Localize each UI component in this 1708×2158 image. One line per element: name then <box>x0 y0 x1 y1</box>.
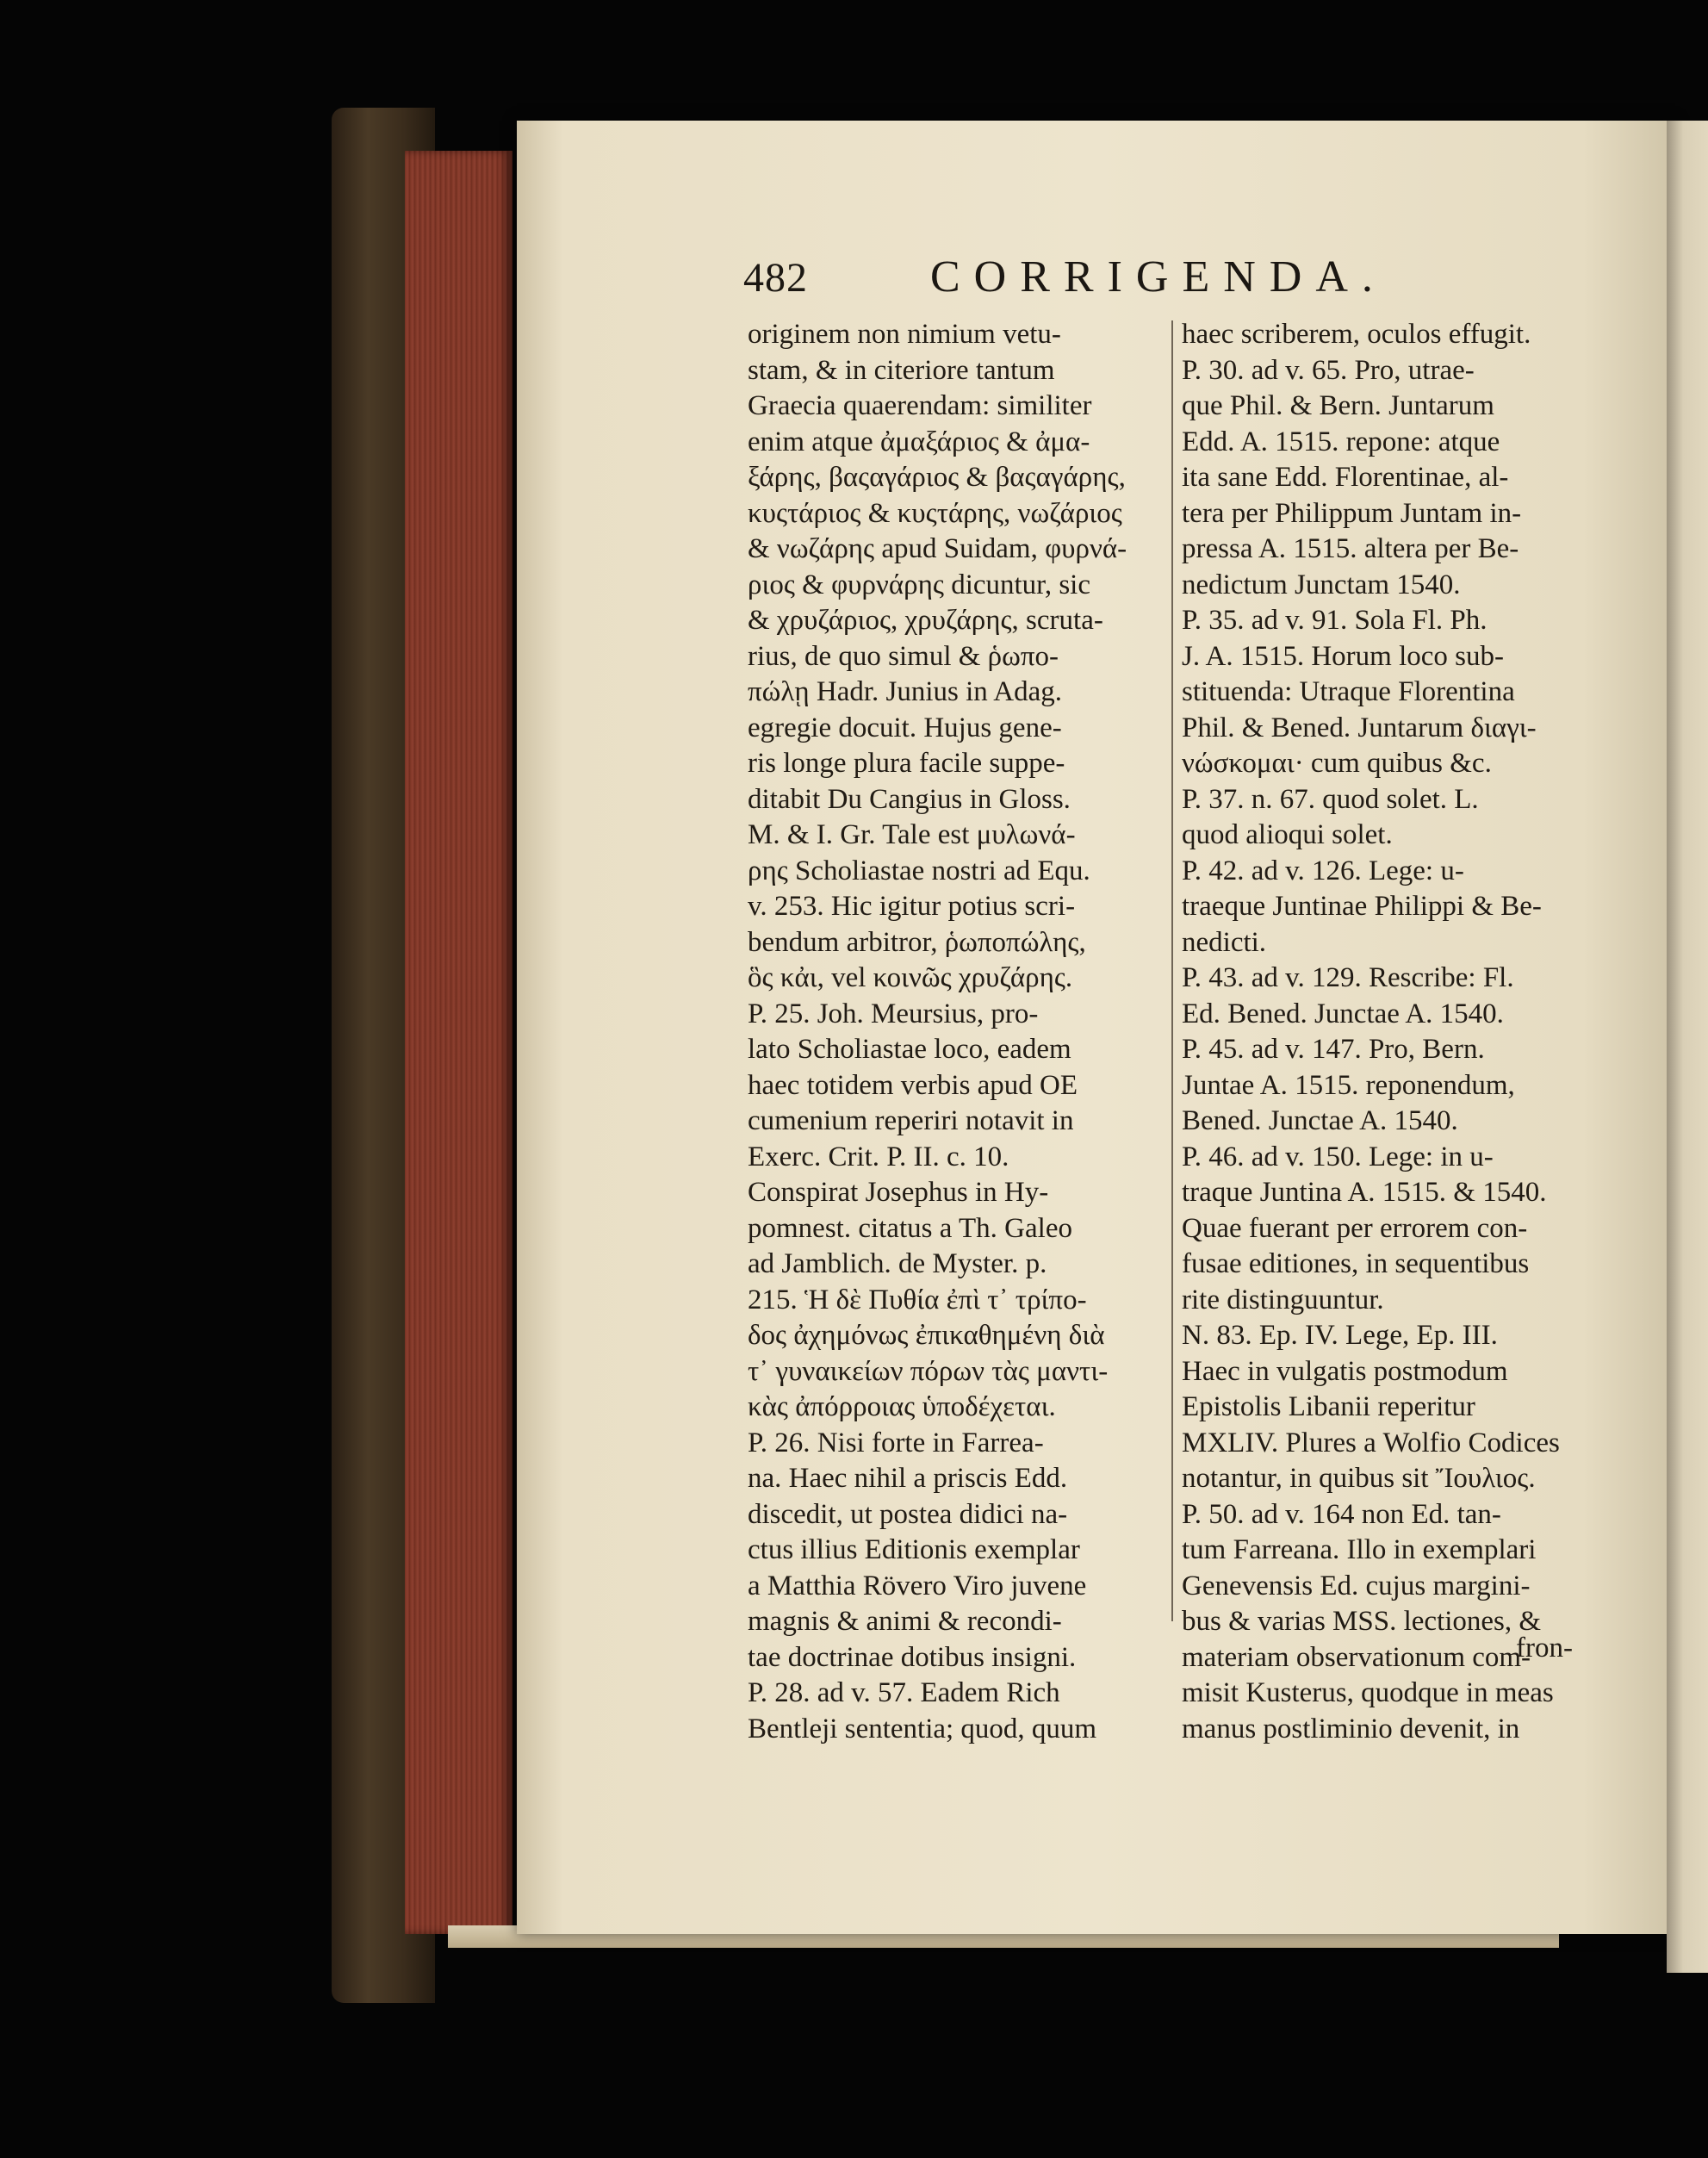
text-line: Juntae A. 1515. reponendum, <box>1182 1069 1515 1101</box>
text-line: ριος & φυρνάρης dicuntur, sic <box>748 569 1090 600</box>
text-line: Phil. & Bened. Juntarum διαγι- <box>1182 712 1537 743</box>
text-line: Haec in vulgatis postmodum <box>1182 1355 1508 1387</box>
text-line: originem non nimium vetu- <box>748 319 1061 350</box>
text-line: P. 26. Nisi forte in Farrea- <box>748 1427 1044 1458</box>
text-line: manus postliminio devenit, in <box>1182 1713 1520 1744</box>
text-line: Edd. A. 1515. repone: atque <box>1182 426 1500 457</box>
text-line: traeque Juntinae Philippi & Be- <box>1182 891 1542 922</box>
page-number: 482 <box>743 255 808 301</box>
text-line: πώλῃ Hadr. Junius in Adag. <box>748 676 1062 707</box>
text-line: discedit, ut postea didici na- <box>748 1498 1068 1530</box>
text-line: Epistolis Libanii reperitur <box>1182 1391 1475 1422</box>
text-line: MXLIV. Plures a Wolfio Codices <box>1182 1427 1560 1458</box>
text-line: pressa A. 1515. altera per Be- <box>1182 533 1519 564</box>
text-line: haec scriberem, oculos effugit. <box>1182 319 1531 350</box>
text-line: P. 25. Joh. Meursius, pro- <box>748 998 1039 1029</box>
text-line: ris longe plura facile suppe- <box>748 748 1065 779</box>
text-line: nedicti. <box>1182 926 1267 958</box>
text-line: tum Farreana. Illo in exemplari <box>1182 1534 1537 1565</box>
text-line: P. 28. ad v. 57. Eadem Rich <box>748 1677 1060 1708</box>
text-line: N. 83. Ep. IV. Lege, Ep. III. <box>1182 1320 1498 1351</box>
text-line: Bentleji sententia; quod, quum <box>748 1713 1097 1744</box>
text-line: rite distinguuntur. <box>1182 1284 1384 1315</box>
text-line: P. 35. ad v. 91. Sola Fl. Ph. <box>1182 605 1488 636</box>
text-line: J. A. 1515. Horum loco sub- <box>1182 640 1504 672</box>
text-line: enim atque ἀμαξάριος & ἀμα- <box>748 426 1090 457</box>
text-line: & νωζάρης apud Suidam, φυρνά- <box>748 533 1127 564</box>
catchword: fron- <box>1516 1632 1573 1664</box>
text-line: & χρυζάριος, χρυζάρης, scruta- <box>748 605 1103 636</box>
facing-page-edge <box>1667 121 1708 1973</box>
text-line: P. 42. ad v. 126. Lege: u- <box>1182 855 1464 886</box>
text-line: Genevensis Ed. cujus margini- <box>1182 1570 1531 1601</box>
text-line: ad Jamblich. de Myster. p. <box>748 1248 1047 1279</box>
text-line: ditabit Du Cangius in Gloss. <box>748 783 1071 815</box>
text-line: ita sane Edd. Florentinae, al- <box>1182 462 1509 493</box>
text-line: ρης Scholiastae nostri ad Equ. <box>748 855 1090 886</box>
page-edges <box>405 151 512 1934</box>
text-line: cumenium reperiri notavit in <box>748 1105 1074 1136</box>
column-divider <box>1171 320 1173 1621</box>
text-line: stituenda: Utraque Florentina <box>1182 676 1515 707</box>
text-line: Bened. Junctae A. 1540. <box>1182 1105 1458 1136</box>
text-line: κὰς ἀπόρροιας ὑποδέχεται. <box>748 1391 1056 1422</box>
text-line: P. 45. ad v. 147. Pro, Bern. <box>1182 1034 1485 1065</box>
text-line: ctus illius Editionis exemplar <box>748 1534 1080 1565</box>
text-line: tera per Philippum Juntam in- <box>1182 497 1522 529</box>
text-line: na. Haec nihil a priscis Edd. <box>748 1463 1068 1494</box>
text-line: haec totidem verbis apud OE <box>748 1069 1078 1101</box>
text-line: Ed. Bened. Junctae A. 1540. <box>1182 998 1504 1029</box>
text-line: P. 37. n. 67. quod solet. L. <box>1182 783 1479 815</box>
text-line: traque Juntina A. 1515. & 1540. <box>1182 1177 1547 1208</box>
text-line: τ᾽ γυναικείων πόρων τὰς μαντι- <box>748 1355 1109 1387</box>
text-line: ὃς κἀι, vel κοινῶς χρυζάρης. <box>748 962 1073 993</box>
text-line: magnis & animi & recondi- <box>748 1606 1062 1637</box>
text-line: tae doctrinae dotibus insigni. <box>748 1641 1077 1673</box>
running-title: CORRIGENDA. <box>930 252 1387 302</box>
text-line: Conspirat Josephus in Hy- <box>748 1177 1049 1208</box>
text-line: rius, de quo simul & ῥωπο- <box>748 640 1059 672</box>
text-line: a Matthia Rövero Viro juvene <box>748 1570 1087 1601</box>
text-line: νώσκομαι· cum quibus &c. <box>1182 748 1492 779</box>
right-column <box>1182 317 1595 1747</box>
text-line: P. 46. ad v. 150. Lege: in u- <box>1182 1141 1494 1172</box>
text-line: Graecia quaerendam: similiter <box>748 390 1092 421</box>
text-line: stam, & in citeriore tantum <box>748 354 1055 386</box>
text-line: quod alioqui solet. <box>1182 819 1393 850</box>
text-line: M. & I. Gr. Tale est μυλωνά- <box>748 819 1076 850</box>
text-line: Quae fuerant per errorem con- <box>1182 1212 1528 1244</box>
text-line: Exerc. Crit. P. II. c. 10. <box>748 1141 1009 1172</box>
text-line: lato Scholiastae loco, eadem <box>748 1034 1071 1065</box>
text-line: que Phil. & Bern. Juntarum <box>1182 390 1494 421</box>
text-line: P. 50. ad v. 164 non Ed. tan- <box>1182 1498 1501 1530</box>
text-line: fusae editiones, in sequentibus <box>1182 1248 1530 1279</box>
text-line: 215. Ἡ δὲ Πυθία ἐπὶ τ᾽ τρίπο- <box>748 1284 1087 1315</box>
text-line: nedictum Junctam 1540. <box>1182 569 1461 600</box>
text-line: v. 253. Hic igitur potius scri- <box>748 891 1076 922</box>
text-line: notantur, in quibus sit Ἴουλιος. <box>1182 1463 1536 1494</box>
left-column <box>748 317 1163 1747</box>
text-line: ξάρης, βαςαγάριος & βαςαγάρης, <box>748 462 1126 493</box>
text-line: P. 43. ad v. 129. Rescribe: Fl. <box>1182 962 1514 993</box>
text-line: materiam observationum com- <box>1182 1641 1531 1673</box>
text-line: bus & varias MSS. lectiones, & <box>1182 1606 1542 1637</box>
text-line: bendum arbitror, ῥωποπώλης, <box>748 926 1086 958</box>
text-line: pomnest. citatus a Th. Galeo <box>748 1212 1072 1244</box>
text-line: misit Kusterus, quodque in meas <box>1182 1677 1554 1708</box>
text-line: egregie docuit. Hujus gene- <box>748 712 1062 743</box>
text-line: P. 30. ad v. 65. Pro, utrae- <box>1182 354 1475 386</box>
text-line: κυςτάριος & κυςτάρης, νωζάριος <box>748 497 1122 529</box>
text-line: δος ἀχημόνως ἐπικαθημένη διὰ <box>748 1320 1105 1351</box>
